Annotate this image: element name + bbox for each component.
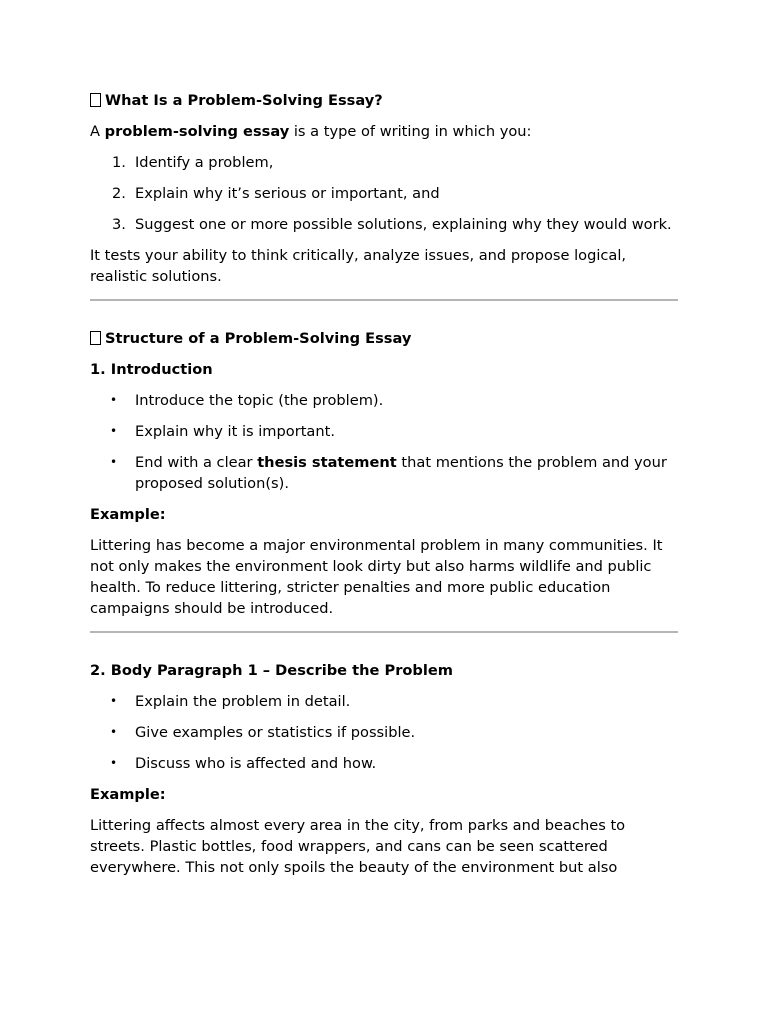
list-item-text: Explain why it’s serious or important, and xyxy=(135,185,440,202)
list-item xyxy=(90,214,678,235)
list-item xyxy=(90,152,678,173)
list-item xyxy=(90,722,678,743)
definition-prefix: A xyxy=(90,123,105,140)
steps-list xyxy=(90,152,678,235)
missing-glyph-icon xyxy=(90,93,101,107)
divider xyxy=(90,299,678,301)
definition-suffix: is a type of writing in which you: xyxy=(289,123,532,140)
closing-paragraph: It tests your ability to think critically, analyze issues, and propose logical, realistic solutions. xyxy=(90,247,627,285)
list-item-text: Explain why it is important. xyxy=(135,423,335,440)
list-item-text: Give examples or statistics if possible. xyxy=(135,724,416,741)
list-item-text: Discuss who is affected and how. xyxy=(135,755,377,772)
example-label: Example: xyxy=(90,506,166,523)
list-number: 1. xyxy=(112,154,126,171)
list-item xyxy=(90,183,678,204)
thesis-term: thesis statement xyxy=(257,454,397,471)
list-item xyxy=(90,691,678,712)
body-bullet-list xyxy=(90,691,678,774)
example-label: Example: xyxy=(90,786,166,803)
example-paragraph: Littering has become a major environmental problem in many communities. It not only makes the environment look dirty but also harms wildlife and public health. To reduce littering, stricter penalties and more public education campaigns should be introduced. xyxy=(90,537,663,617)
list-number: 2. xyxy=(112,185,126,202)
section-title: What Is a Problem-Solving Essay? xyxy=(105,92,383,109)
list-item-text: that mentions the problem and your proposed solution(s). xyxy=(135,454,667,492)
bullet-icon: • xyxy=(110,694,118,708)
bullet-icon: • xyxy=(110,455,118,469)
bullet-icon: • xyxy=(110,424,118,438)
section-title: Structure of a Problem-Solving Essay xyxy=(105,330,412,347)
list-item-text: End with a clear xyxy=(135,454,258,471)
bullet-icon: • xyxy=(110,756,118,770)
subheading-introduction: 1. Introduction xyxy=(90,361,213,378)
list-item xyxy=(90,390,678,411)
list-item xyxy=(90,753,678,774)
missing-glyph-icon xyxy=(90,331,101,345)
bullet-icon: • xyxy=(110,393,118,407)
list-item-text: Suggest one or more possible solutions, explaining why they would work. xyxy=(135,216,672,233)
list-item-text: Introduce the topic (the problem). xyxy=(135,392,384,409)
section-heading-structure xyxy=(90,328,678,349)
list-number: 3. xyxy=(112,216,126,233)
example-paragraph: Littering affects almost every area in the city, from parks and beaches to streets. Plastic bottles, food wrappers, and cans can be seen scattered everywhere. This not only spoils the beauty of the environment but also xyxy=(90,817,626,876)
list-item xyxy=(90,421,678,442)
list-item-text: Explain the problem in detail. xyxy=(135,693,351,710)
divider xyxy=(90,631,678,633)
definition-paragraph xyxy=(90,121,678,142)
definition-term: problem-solving essay xyxy=(104,123,290,140)
subheading-body-paragraph-1: 2. Body Paragraph 1 – Describe the Problem xyxy=(90,662,453,679)
list-item xyxy=(90,452,678,494)
bullet-icon: • xyxy=(110,725,118,739)
section-heading-what-is xyxy=(90,90,678,111)
list-item-text: Identify a problem, xyxy=(135,154,274,171)
document-page xyxy=(90,90,678,888)
intro-bullet-list xyxy=(90,390,678,494)
